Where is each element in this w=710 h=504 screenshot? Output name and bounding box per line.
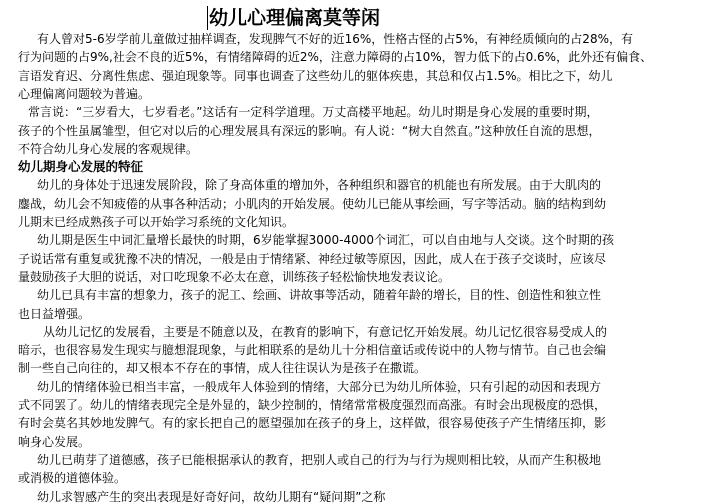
paragraph-line: 常言说：“三岁看大，七岁看老。”这话有一定科学道理。万丈高楼平地起。幼儿时期是身心发展的重要时期， bbox=[28, 105, 599, 120]
paragraph-line: 式不同罢了。幼儿的情绪表现完全是外显的，缺少控制的，情绪常常极度强烈而高涨。有时会出现极度的恐惧， bbox=[18, 398, 607, 412]
paragraph-line: 或消极的道德体验。 bbox=[18, 471, 127, 486]
text-cursor bbox=[207, 6, 208, 30]
paragraph-line: 儿期末已经成熟孩子可以开始学习系统的文化知识。 bbox=[18, 215, 295, 229]
paragraph-line: 有人曾对5-6岁学前儿童做过抽样调查，发现脾气不好的近16%，性格古怪的占5%，有神经质倾向的占28%，有 bbox=[37, 32, 633, 46]
paragraph-line: 也日益增强。 bbox=[18, 306, 91, 321]
paragraph-line: 幼儿期是医生中词汇量增长最快的时期，6岁能掌握3000-4000个词汇，可以自由地与人交谈。这个时期的孩 bbox=[37, 233, 615, 248]
paragraph-line: 子说话常有重复或犹豫不决的情况，一般是由于情绪紧、神经过敏等原因，因此，成人在于孩子交谈时，应该尽 bbox=[18, 251, 607, 266]
paragraph-line: 幼儿求智感产生的突出表现是好奇好问，故幼儿期有“疑问期”之称 bbox=[37, 489, 386, 504]
paragraph-line: 幼儿已萌芽了道德感，孩子已能根据承认的教育，把别人或自己的行为与行为规则相比较，从而产生积极地 bbox=[37, 452, 602, 467]
paragraph-line: 从幼儿记忆的发展看，主要是不随意以及，在教育的影响下，有意记忆开始发展。幼儿记忆很容易受成人的 bbox=[43, 324, 608, 339]
paragraph-line: 暗示，也很容易发生现实与臆想混现象，与此相联系的是幼儿十分相信童话或传说中的人物与情节。自己也会编 bbox=[18, 343, 607, 358]
paragraph-line: 有时会莫名其妙地发脾气。有的家长把自己的愿望强加在孩子的身上，这样做，很容易使孩子产生情绪压抑，影 bbox=[18, 416, 607, 431]
section-heading: 幼儿期身心发展的特征 bbox=[18, 159, 144, 175]
document-title: 幼儿心理偏离莫等闲 bbox=[209, 7, 381, 29]
paragraph-line: 鏖战，幼儿会不知疲倦的从事各种活动；小肌肉的开始发展。使幼儿已能从事绘画，写字等活动。脑的结构到幼 bbox=[18, 196, 607, 211]
paragraph-line: 幼儿的身体处于迅速发展阶段，除了身高体重的增加外，各种组织和器官的机能也有所发展。由于大肌肉的 bbox=[37, 178, 602, 193]
paragraph-line: 心理偏离问题较为普遍。 bbox=[18, 86, 151, 101]
paragraph-line: 孩子的个性虽属雏型，但它对以后的心理发展具有深远的影响。有人说：“树大自然直。”这种放任自流的思想， bbox=[18, 123, 601, 138]
paragraph-line: 响身心发展。 bbox=[18, 434, 91, 449]
paragraph-line: 制一些自己向往的，却又根本不存在的事情，成人往往误认为是孩子在撒谎。 bbox=[18, 361, 427, 376]
paragraph-line: 行为问题的占9%,社会不良的近5%，有情绪障碍的近2%，注意力障碍的占10%，智力低下的占0.6%，此外还有偏食、 bbox=[18, 50, 653, 65]
paragraph-line: 不符合幼儿身心发展的客观规律。 bbox=[18, 141, 199, 156]
paragraph-line: 幼儿的情绪体验已相当丰富，一般成年人体验到的情绪，大部分已为幼儿所体验，只有引起的动因和表现方 bbox=[37, 379, 602, 394]
paragraph-line: 幼儿已具有丰富的想象力，孩子的泥工、绘画、讲故事等活动，随着年龄的增长，目的性、创造性和独立性 bbox=[37, 288, 602, 303]
paragraph-line: 言语发育迟、分离性焦虑、强迫现象等。同事也调查了这些幼儿的躯体疾患，其总和仅占1.5%。相比之下，幼儿 bbox=[18, 68, 613, 83]
paragraph-line: 量鼓励孩子大胆的说话，对口吃现象不必太在意，训练孩子轻松愉快地发表议论。 bbox=[18, 269, 451, 284]
